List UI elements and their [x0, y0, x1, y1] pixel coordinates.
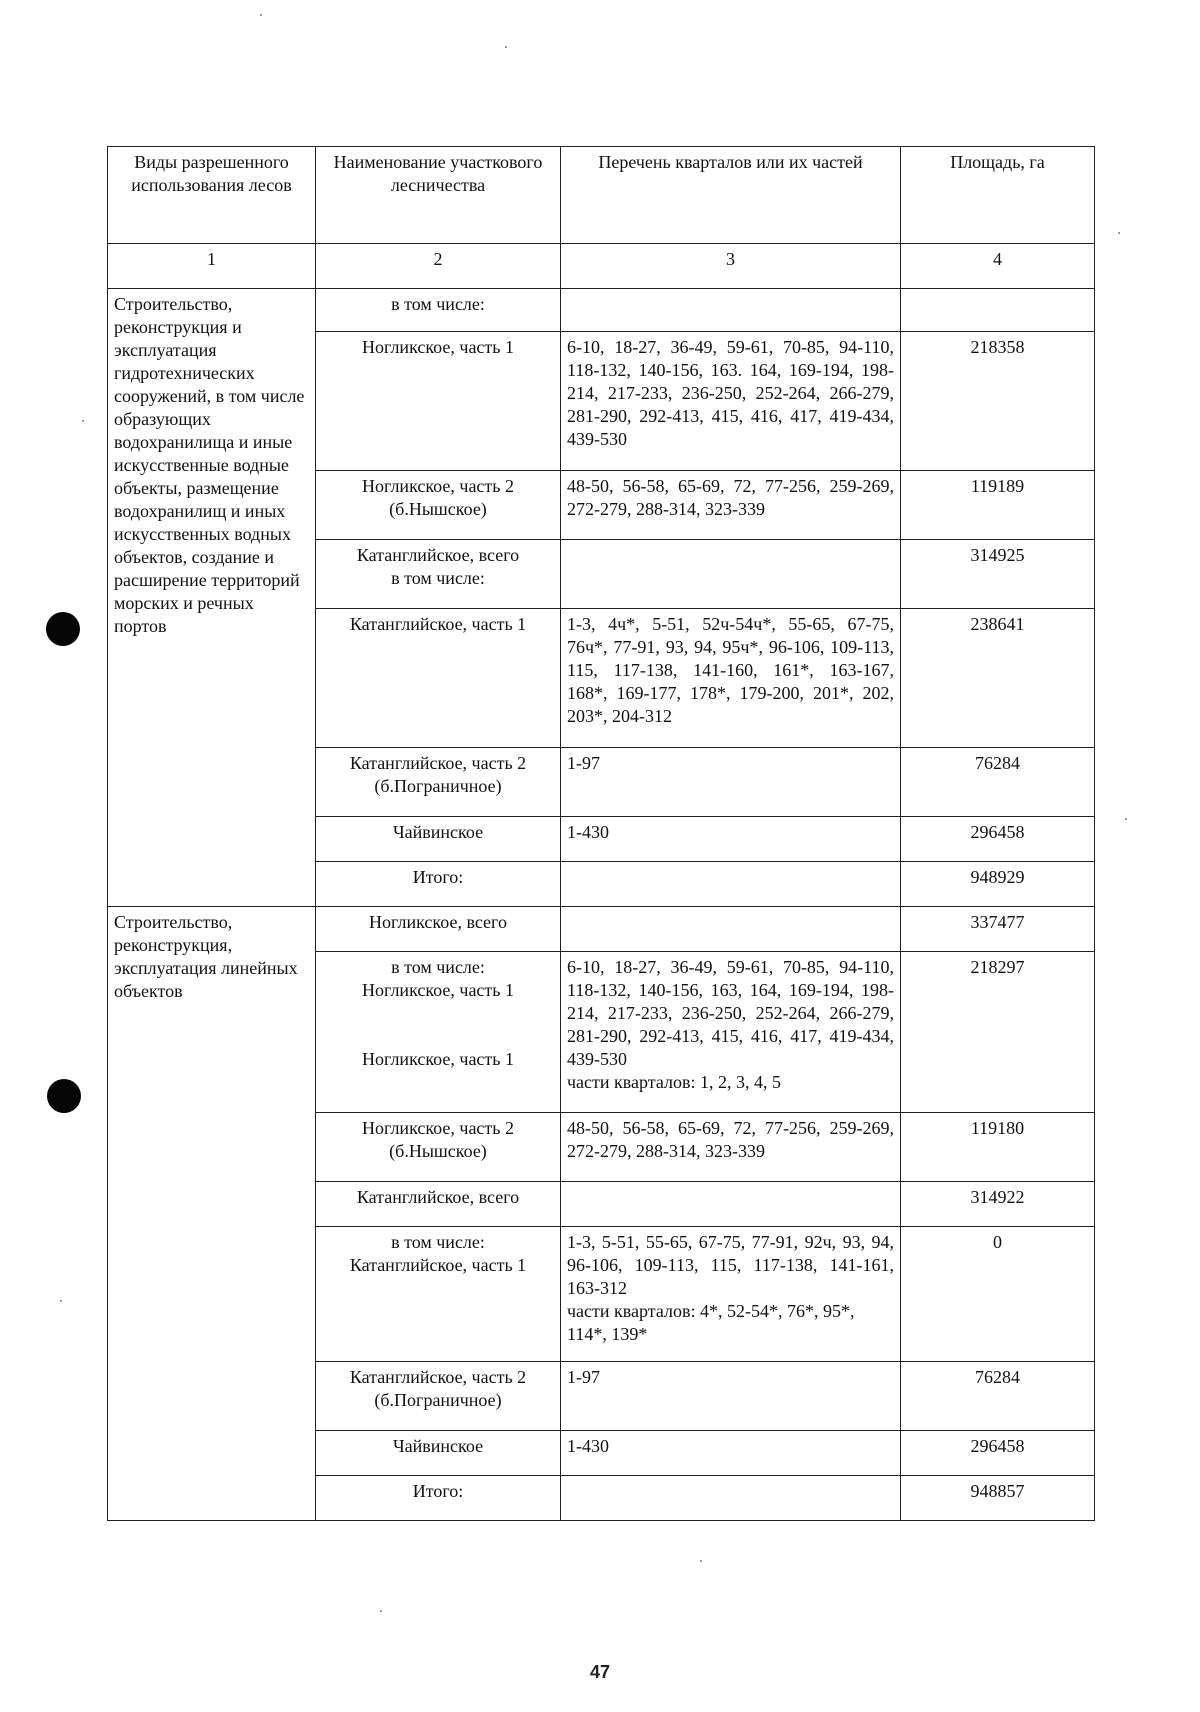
area-cell: 314922: [901, 1182, 1095, 1227]
forestry-cell: в том числе:: [316, 289, 561, 332]
area-cell: 296458: [901, 817, 1095, 862]
area-cell: 218358: [901, 332, 1095, 471]
quarters-cell: [561, 1182, 901, 1227]
quarters-parts: части кварталов: 4*, 52-54*, 76*, 95*, 114*, 139*: [567, 1301, 855, 1344]
column-number-row: [108, 244, 1095, 289]
forestry-cell: Катанглийское, часть 2 (б.Пограничное): [316, 1362, 561, 1431]
forestry-cell: Катанглийское, всего: [316, 1182, 561, 1227]
area-cell: [901, 289, 1095, 332]
total-label: Итого:: [316, 1476, 561, 1521]
quarters-cell: 48-50, 56-58, 65-69, 72, 77-256, 259-269, 272-279, 288-314, 323-339: [561, 1113, 901, 1182]
scan-speck: [1118, 232, 1120, 234]
forestry-cell: Катанглийское, часть 2 (б.Пограничное): [316, 748, 561, 817]
area-cell: 218297: [901, 952, 1095, 1113]
table-row: [108, 907, 1095, 952]
quarters-cell: 6-10, 18-27, 36-49, 59-61, 70-85, 94-110, 118-132, 140-156, 163. 164, 169-194, 198-214, 217-233, 236-250, 252-264, 266-279, 281-290, 292-413, 415, 416, 417, 419-434, 439-530: [561, 332, 901, 471]
column-number: 4: [901, 244, 1095, 289]
punch-hole: [46, 612, 80, 646]
column-number: 2: [316, 244, 561, 289]
scan-speck: [1125, 818, 1127, 820]
column-number: 1: [108, 244, 316, 289]
quarters-cell: 1-430: [561, 817, 901, 862]
page-number: 47: [589, 1662, 611, 1682]
scan-speck: [380, 1610, 382, 1612]
area-cell: 0: [901, 1227, 1095, 1362]
total-area: 948857: [901, 1476, 1095, 1521]
forestry-cell: Катанглийское, всего в том числе:: [316, 540, 561, 609]
forestry-cell: Ногликское, часть 2 (б.Нышское): [316, 1113, 561, 1182]
quarters-cell: [561, 862, 901, 907]
area-cell: 76284: [901, 1362, 1095, 1431]
forestry-cell: Чайвинское: [316, 817, 561, 862]
forestry-cell: Катанглийское, часть 1: [316, 609, 561, 748]
quarters-list: 1-3, 5-51, 55-65, 67-75, 77-91, 92ч, 93, 94, 96-106, 109-113, 115, 117-138, 141-161, 163-312: [567, 1232, 894, 1298]
forestry-cell: Чайвинское: [316, 1431, 561, 1476]
quarters-cell: 1-97: [561, 748, 901, 817]
table-row: [108, 289, 1095, 332]
forestry-cell: в том числе: Ногликское, часть 1 Ногликское, часть 1: [316, 952, 561, 1113]
total-area: 948929: [901, 862, 1095, 907]
quarters-parts: части кварталов: 1, 2, 3, 4, 5: [567, 1072, 782, 1092]
forest-use-table: [107, 146, 1095, 1521]
use-type-cell: Строительство, реконструкция, эксплуатация линейных объектов: [108, 907, 316, 1521]
column-number: 3: [561, 244, 901, 289]
quarters-cell: [561, 1476, 901, 1521]
quarters-cell: 1-430: [561, 1431, 901, 1476]
forestry-cell: Ногликское, всего: [316, 907, 561, 952]
punch-hole: [47, 1079, 81, 1113]
quarters-cell: 1-97: [561, 1362, 901, 1431]
quarters-cell: [561, 289, 901, 332]
quarters-cell: [561, 1227, 901, 1362]
quarters-list: 6-10, 18-27, 36-49, 59-61, 70-85, 94-110, 118-132, 140-156, 163, 164, 169-194, 198-214, 217-233, 236-250, 252-264, 266-279, 281-290, 292-413, 415, 416, 417, 419-434, 439-530: [567, 957, 894, 1069]
area-cell: 119189: [901, 471, 1095, 540]
area-cell: 119180: [901, 1113, 1095, 1182]
scan-speck: [505, 46, 507, 48]
quarters-cell: [561, 952, 901, 1113]
quarters-cell: [561, 540, 901, 609]
forestry-cell: в том числе: Катанглийское, часть 1: [316, 1227, 561, 1362]
forestry-cell: Ногликское, часть 2 (б.Нышское): [316, 471, 561, 540]
area-cell: 76284: [901, 748, 1095, 817]
header-use-type: Виды разрешенного использования лесов: [108, 147, 316, 244]
scan-speck: [700, 1560, 702, 1562]
total-label: Итого:: [316, 862, 561, 907]
scan-speck: [260, 14, 262, 16]
forestry-cell: Ногликское, часть 1: [316, 332, 561, 471]
area-cell: 337477: [901, 907, 1095, 952]
use-type-cell: Строительство, реконструкция и эксплуатация гидротехнических сооружений, в том числе образующих водохранилища и иные искусственные водные объекты, размещение водохранилищ и иных искусственных водных объектов, создание и расширение территорий морских и речных портов: [108, 289, 316, 907]
area-cell: 296458: [901, 1431, 1095, 1476]
header-area: Площадь, га: [901, 147, 1095, 244]
quarters-cell: 48-50, 56-58, 65-69, 72, 77-256, 259-269, 272-279, 288-314, 323-339: [561, 471, 901, 540]
quarters-cell: 1-3, 4ч*, 5-51, 52ч-54ч*, 55-65, 67-75, 76ч*, 77-91, 93, 94, 95ч*, 96-106, 109-113, 115, 117-138, 141-160, 161*, 163-167, 168*, 169-177, 178*, 179-200, 201*, 202, 203*, 204-312: [561, 609, 901, 748]
scan-speck: [60, 1300, 62, 1302]
quarters-cell: [561, 907, 901, 952]
header-quarters: Перечень кварталов или их частей: [561, 147, 901, 244]
header-row: [108, 147, 1095, 244]
scan-speck: [82, 420, 84, 422]
area-cell: 238641: [901, 609, 1095, 748]
area-cell: 314925: [901, 540, 1095, 609]
header-forestry: Наименование участкового лесничества: [316, 147, 561, 244]
